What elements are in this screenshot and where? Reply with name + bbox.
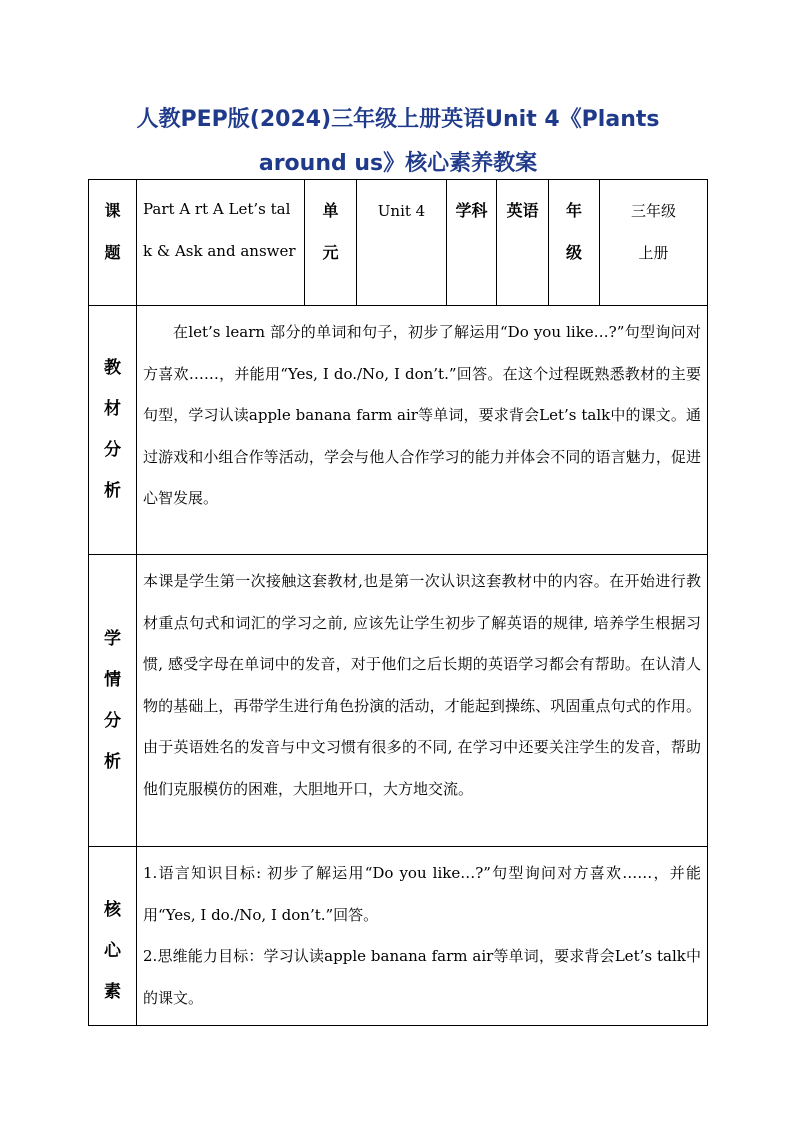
- core-literacy-row: [89, 847, 708, 1026]
- material-analysis-label: 教 材 分 析: [89, 306, 137, 555]
- core-literacy-item: 2.思维能力目标：学习认读apple banana farm air等单词，要求背会Let’s talk中的课文。: [143, 947, 701, 1007]
- document-title: [88, 98, 708, 186]
- core-literacy-item: 1.语言知识目标: 初步了解运用“Do you like…?”句型询问对方喜欢……，并能用“Yes, I do./No, I don’t.”回答。: [143, 864, 701, 924]
- student-analysis-row: [89, 555, 708, 847]
- title-line-2: around us》核心素养教案: [258, 151, 538, 176]
- student-analysis-text: 本课是学生第一次接触这套教材,也是第一次认识这套教材中的内容。在开始进行教材重点句式和词汇的学习之前, 应该先让学生初步了解英语的规律, 培养学生根据习惯, 感受字母在单词中的发音，对于他们之后长期的英语学习都会有帮助。在认清人物的基础上，再带学生进行角色扮演的活动，才能起到操练、巩固重点句式的作用。由于英语姓名的发音与中文习惯有很多的不同, 在学习中还要关注学生的发音，帮助他们克服模仿的困难，大胆地开口，大方地交流。: [137, 555, 708, 847]
- material-analysis-row: [89, 306, 708, 555]
- student-analysis-label: 学 情 分 析: [89, 555, 137, 847]
- title-line-1: 人教PEP版(2024)三年级上册英语Unit 4《Plants: [136, 107, 660, 132]
- material-analysis-text: 在let’s learn 部分的单词和句子，初步了解运用“Do you like…?”句型询问对方喜欢……，并能用“Yes, I do./No, I don’t.”回答。在这个过程既熟悉教材的主要句型，学习认读apple banana farm air等单词，要求背会Let’s talk中的课文。通过游戏和小组合作等活动，学会与他人合作学习的能力并体会不同的语言魅力，促进心智发展。: [137, 306, 708, 555]
- grade-label: 年 级: [549, 180, 600, 306]
- header-row: [89, 180, 708, 306]
- unit-value: Unit 4: [357, 180, 447, 306]
- subject-value: 英语: [497, 180, 549, 306]
- topic-label: 课 题: [89, 180, 137, 306]
- unit-label: 单 元: [305, 180, 357, 306]
- core-literacy-text: [137, 847, 708, 1026]
- lesson-plan-table: [88, 179, 708, 1026]
- subject-label: 学科: [447, 180, 497, 306]
- topic-value: Part A rt A Let’s talk & Ask and answer: [137, 180, 305, 306]
- core-literacy-label: 核 心 素: [89, 847, 137, 1026]
- grade-value: 三年级 上册: [600, 180, 708, 306]
